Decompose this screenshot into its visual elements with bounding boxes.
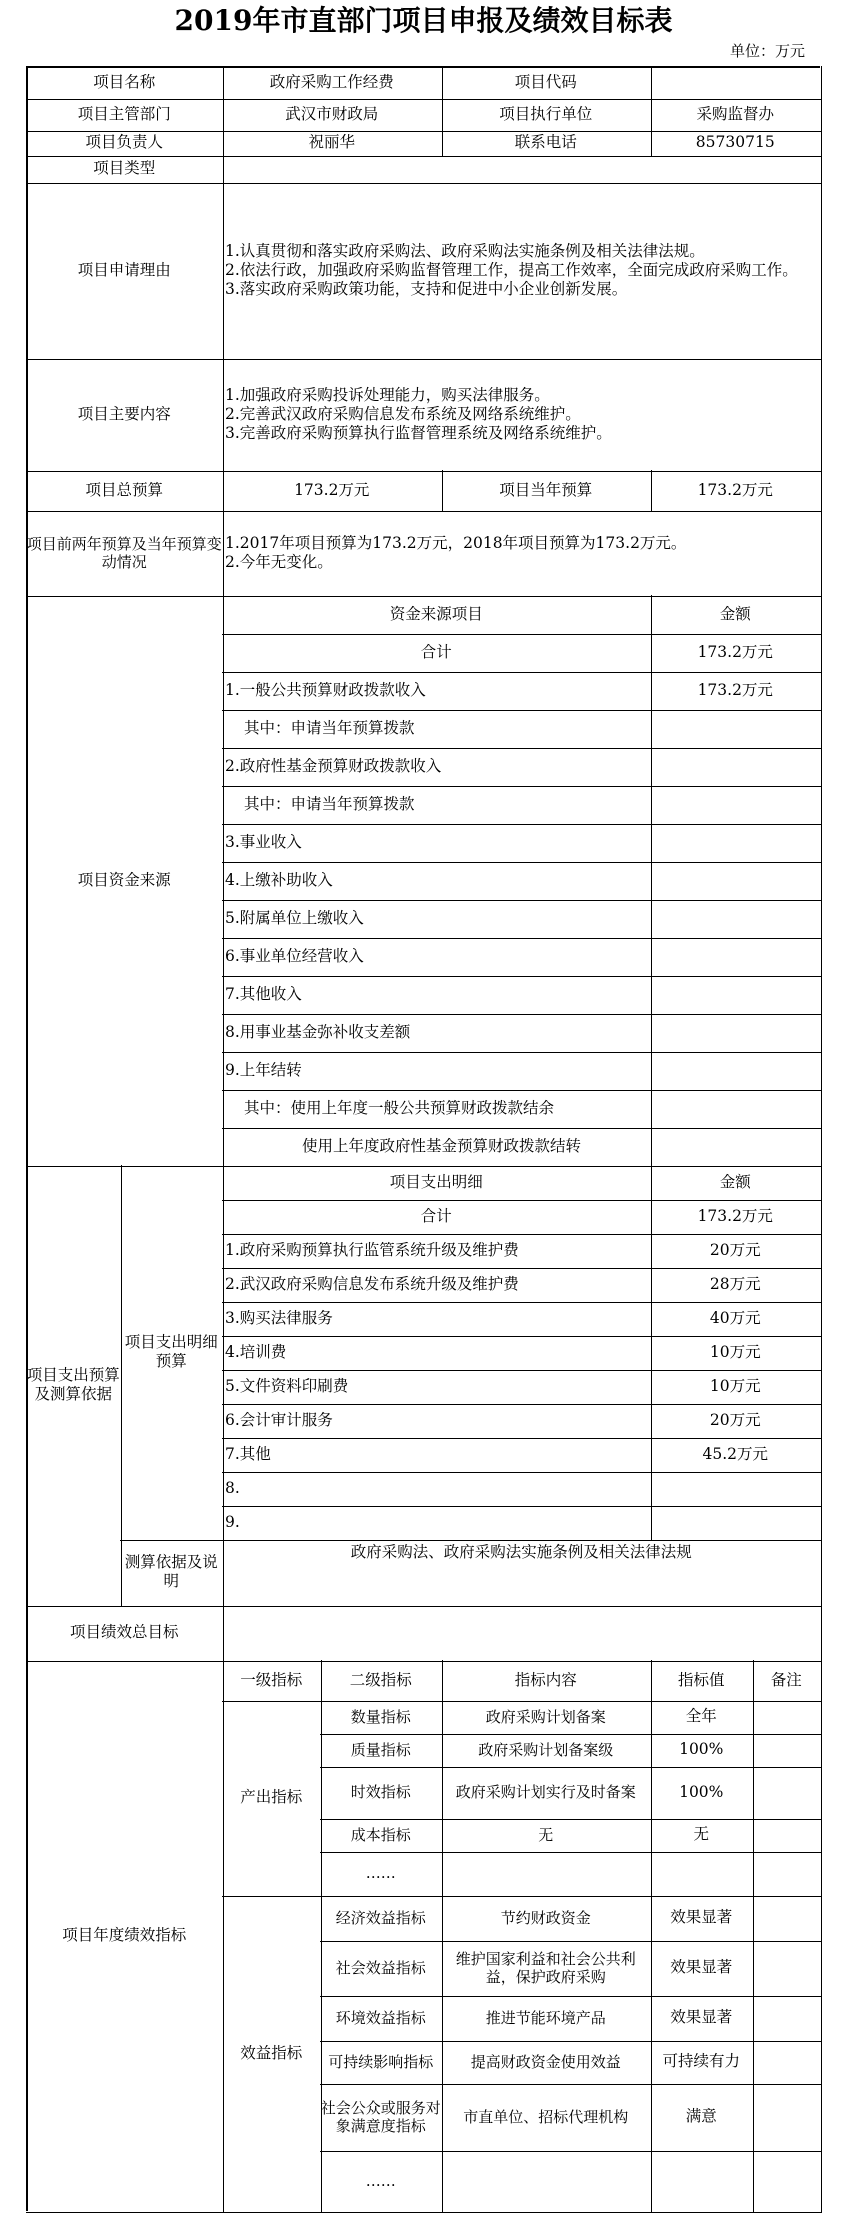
expense-amount xyxy=(650,1505,822,1541)
funding-item: 2.政府性基金预算财政拨款收入 xyxy=(222,747,652,787)
expense-item: 5.文件资料印刷费 xyxy=(222,1369,652,1405)
indicator-content: 提高财政资金使用效益 xyxy=(441,2040,652,2085)
funding-col-amount: 金额 xyxy=(650,595,822,635)
indicator-l2: …… xyxy=(320,1851,443,1897)
funding-amount xyxy=(650,747,822,787)
expense-item: 2.武汉政府采购信息发布系统升级及维护费 xyxy=(222,1267,652,1303)
goal-value xyxy=(222,1605,822,1662)
label-content: 项目主要内容 xyxy=(26,358,224,472)
content-text-line: 1.加强政府采购投诉处理能力，购买法律服务。 xyxy=(225,385,550,404)
label-exec-unit: 项目执行单位 xyxy=(441,98,652,132)
indicator-note xyxy=(752,1851,822,1897)
funding-amount xyxy=(650,1127,822,1167)
indicator-header: 一级指标 xyxy=(222,1660,322,1702)
label-reason: 项目申请理由 xyxy=(26,182,224,360)
basis-text: 政府采购法、政府采购法实施条例及相关法律法规 xyxy=(222,1539,822,1607)
page-title: 2019年市直部门项目申报及绩效目标表 xyxy=(174,4,673,37)
total-budget-value: 173.2万元 xyxy=(222,470,443,512)
funding-item: 其中：申请当年预算拨款 xyxy=(222,785,652,825)
dept-value: 武汉市财政局 xyxy=(222,98,443,132)
indicator-value: 无 xyxy=(650,1818,754,1853)
label-dept: 项目主管部门 xyxy=(26,98,224,132)
label-total-budget: 项目总预算 xyxy=(26,470,224,512)
expense-amount: 10万元 xyxy=(650,1369,822,1405)
expense-amount: 45.2万元 xyxy=(650,1437,822,1473)
expense-amount: 20万元 xyxy=(650,1233,822,1269)
indicator-l2: 时效指标 xyxy=(320,1766,443,1820)
funding-item: 其中：申请当年预算拨款 xyxy=(222,709,652,749)
label-expense: 项目支出预算及测算依据 xyxy=(26,1165,122,1607)
expense-amount: 173.2万元 xyxy=(650,1199,822,1235)
funding-amount: 173.2万元 xyxy=(650,633,822,673)
label-project-code: 项目代码 xyxy=(441,66,652,100)
indicator-value: 可持续有力 xyxy=(650,2040,754,2085)
indicator-l2: 成本指标 xyxy=(320,1818,443,1853)
indicator-note xyxy=(752,1995,822,2042)
funding-item: 4.上缴补助收入 xyxy=(222,861,652,901)
funding-amount xyxy=(650,975,822,1015)
expense-item: 7.其他 xyxy=(222,1437,652,1473)
indicator-header: 指标内容 xyxy=(441,1660,652,1702)
funding-item: 8.用事业基金弥补收支差额 xyxy=(222,1013,652,1053)
change-text-line: 2.今年无变化。 xyxy=(225,552,333,571)
funding-item: 7.其他收入 xyxy=(222,975,652,1015)
indicator-content: 政府采购计划实行及时备案 xyxy=(441,1766,652,1820)
indicator-content: 节约财政资金 xyxy=(441,1895,652,1942)
label-funding: 项目资金来源 xyxy=(26,595,224,1167)
content-text xyxy=(222,358,822,472)
indicator-header: 二级指标 xyxy=(320,1660,443,1702)
indicator-note xyxy=(752,2083,822,2152)
indicator-l2: 社会公众或服务对象满意度指标 xyxy=(320,2083,443,2152)
leader-value: 祝丽华 xyxy=(222,130,443,157)
funding-item: 使用上年度政府性基金预算财政拨款结转 xyxy=(222,1127,652,1167)
indicator-l2: …… xyxy=(320,2150,443,2213)
indicator-note xyxy=(752,1895,822,1942)
indicator-note xyxy=(752,1700,822,1735)
expense-item: 1.政府采购预算执行监管系统升级及维护费 xyxy=(222,1233,652,1269)
expense-amount: 20万元 xyxy=(650,1403,822,1439)
indicator-note xyxy=(752,1733,822,1768)
funding-amount xyxy=(650,1013,822,1053)
reason-text-line: 2.依法行政，加强政府采购监督管理工作，提高工作效率，全面完成政府采购工作。 xyxy=(225,260,798,279)
expense-item: 6.会计审计服务 xyxy=(222,1403,652,1439)
indicator-value: 效果显著 xyxy=(650,1895,754,1942)
indicator-note xyxy=(752,2150,822,2213)
indicator-note xyxy=(752,1940,822,1997)
reason-text-line: 3.落实政府采购政策功能，支持和促进中小企业创新发展。 xyxy=(225,279,628,298)
expense-amount xyxy=(650,1471,822,1507)
indicator-note xyxy=(752,1766,822,1820)
label-change: 项目前两年预算及当年预算变动情况 xyxy=(26,510,224,597)
indicator-l2: 质量指标 xyxy=(320,1733,443,1768)
indicator-header: 指标值 xyxy=(650,1660,754,1702)
label-output: 产出指标 xyxy=(222,1700,322,1897)
funding-amount xyxy=(650,1089,822,1129)
funding-amount xyxy=(650,785,822,825)
content-text-line: 3.完善政府采购预算执行监督管理系统及网络系统维护。 xyxy=(225,423,612,442)
exec-unit-value: 采购监督办 xyxy=(650,98,822,132)
label-benefit: 效益指标 xyxy=(222,1895,322,2213)
indicator-value xyxy=(650,2150,754,2213)
label-leader: 项目负责人 xyxy=(26,130,224,157)
label-project-name: 项目名称 xyxy=(26,66,224,100)
funding-amount xyxy=(650,709,822,749)
expense-item: 4.培训费 xyxy=(222,1335,652,1371)
label-current-budget: 项目当年预算 xyxy=(441,470,652,512)
indicator-note xyxy=(752,1818,822,1853)
expense-item: 9. xyxy=(222,1505,652,1541)
indicator-l2: 环境效益指标 xyxy=(320,1995,443,2042)
indicator-content: 政府采购计划备案级 xyxy=(441,1733,652,1768)
indicator-value: 满意 xyxy=(650,2083,754,2152)
indicator-content: 推进节能环境产品 xyxy=(441,1995,652,2042)
change-text-line: 1.2017年项目预算为173.2万元，2018年项目预算为173.2万元。 xyxy=(225,533,687,552)
expense-item: 3.购买法律服务 xyxy=(222,1301,652,1337)
indicator-value: 100% xyxy=(650,1766,754,1820)
indicator-value: 100% xyxy=(650,1733,754,1768)
funding-item: 6.事业单位经营收入 xyxy=(222,937,652,977)
funding-item: 其中：使用上年度一般公共预算财政拨款结余 xyxy=(222,1089,652,1129)
expense-item: 合计 xyxy=(222,1199,652,1235)
funding-amount xyxy=(650,823,822,863)
funding-item: 9.上年结转 xyxy=(222,1051,652,1091)
indicator-l2: 数量指标 xyxy=(320,1700,443,1735)
indicator-content: 无 xyxy=(441,1818,652,1853)
indicator-content xyxy=(441,1851,652,1897)
expense-item: 8. xyxy=(222,1471,652,1507)
funding-amount xyxy=(650,937,822,977)
funding-item: 1.一般公共预算财政拨款收入 xyxy=(222,671,652,711)
funding-amount: 173.2万元 xyxy=(650,671,822,711)
label-basis: 测算依据及说明 xyxy=(120,1539,224,1607)
indicator-header: 备注 xyxy=(752,1660,822,1702)
indicator-value: 效果显著 xyxy=(650,1940,754,1997)
indicator-l2: 经济效益指标 xyxy=(320,1895,443,1942)
reason-text xyxy=(222,182,822,360)
change-text xyxy=(222,510,822,597)
project-code-value xyxy=(650,66,822,100)
label-expense-detail: 项目支出明细预算 xyxy=(120,1165,224,1541)
expense-col-amount: 金额 xyxy=(650,1165,822,1201)
funding-col-item: 资金来源项目 xyxy=(222,595,652,635)
funding-amount xyxy=(650,1051,822,1091)
indicator-value: 效果显著 xyxy=(650,1995,754,2042)
indicator-l2: 社会效益指标 xyxy=(320,1940,443,1997)
content-text-line: 2.完善武汉政府采购信息发布系统及网络系统维护。 xyxy=(225,404,581,423)
type-value xyxy=(222,155,822,184)
expense-col-item: 项目支出明细 xyxy=(222,1165,652,1201)
indicator-note xyxy=(752,2040,822,2085)
unit-label: 单位：万元 xyxy=(730,42,806,60)
label-type: 项目类型 xyxy=(26,155,224,184)
indicator-content xyxy=(441,2150,652,2213)
expense-amount: 10万元 xyxy=(650,1335,822,1371)
phone-value: 85730715 xyxy=(650,130,822,157)
current-budget-value: 173.2万元 xyxy=(650,470,822,512)
reason-text-line: 1.认真贯彻和落实政府采购法、政府采购法实施条例及相关法律法规。 xyxy=(225,241,705,260)
expense-amount: 40万元 xyxy=(650,1301,822,1337)
expense-amount: 28万元 xyxy=(650,1267,822,1303)
indicator-value xyxy=(650,1851,754,1897)
funding-item: 3.事业收入 xyxy=(222,823,652,863)
funding-item: 合计 xyxy=(222,633,652,673)
label-phone: 联系电话 xyxy=(441,130,652,157)
label-goal: 项目绩效总目标 xyxy=(26,1605,224,1662)
indicator-l2: 可持续影响指标 xyxy=(320,2040,443,2085)
indicator-content: 市直单位、招标代理机构 xyxy=(441,2083,652,2152)
indicator-content: 维护国家利益和社会公共利益，保护政府采购 xyxy=(441,1940,652,1997)
label-indicators: 项目年度绩效指标 xyxy=(26,1660,224,2213)
indicator-value: 全年 xyxy=(650,1700,754,1735)
funding-item: 5.附属单位上缴收入 xyxy=(222,899,652,939)
funding-amount xyxy=(650,861,822,901)
project-name-value: 政府采购工作经费 xyxy=(222,66,443,100)
indicator-content: 政府采购计划备案 xyxy=(441,1700,652,1735)
funding-amount xyxy=(650,899,822,939)
